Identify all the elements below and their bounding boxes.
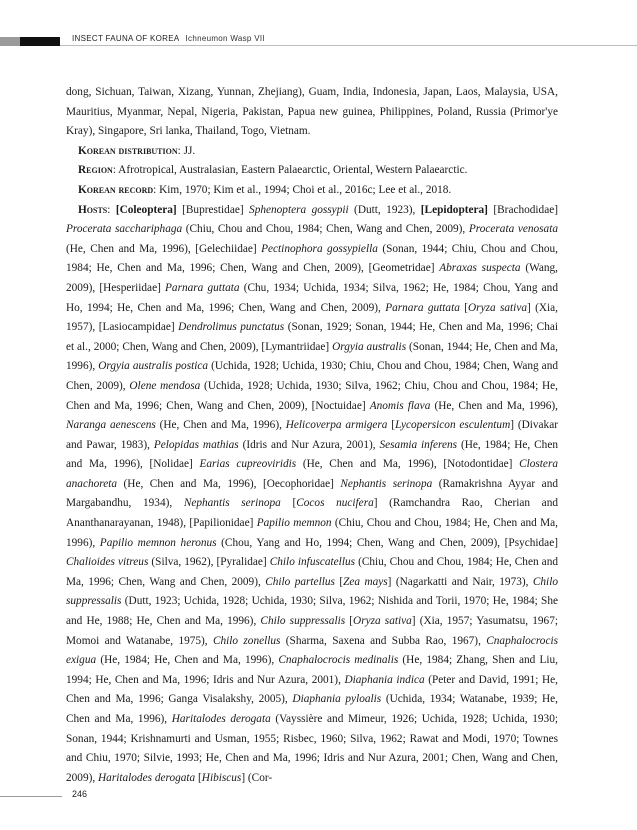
host-text-segment: (He, Chen and Ma, 1996),	[155, 419, 286, 432]
taxon-name: Cnaphalocrocis medinalis	[278, 654, 399, 667]
taxon-name: Papilio memnon	[256, 517, 332, 530]
taxon-name: Haritalodes derogata	[98, 771, 196, 784]
host-text-segment: (He, Chen and Ma, 1996),	[430, 399, 558, 412]
taxon-name: Hibiscus	[201, 771, 242, 784]
page-number: 246	[72, 789, 88, 799]
host-text-segment: [	[345, 615, 354, 628]
series-title: INSECT FAUNA OF KOREA	[72, 34, 180, 43]
taxon-name: Papilio memnon heronus	[99, 536, 217, 549]
taxon-name: Helicoverpa armigera	[285, 419, 388, 432]
host-text-segment: (Chiu, Chou and Chou, 1984; Chen, Wang and Chen, 2009),	[182, 223, 469, 236]
hosts-label: Hosts	[78, 203, 108, 216]
korean-distribution-label: Korean distribution	[78, 144, 178, 157]
taxon-name: Procerata sacchariphaga	[66, 223, 183, 236]
taxon-name: Chilo partellus	[265, 575, 335, 588]
host-text-segment: (Dutt, 1923; Uchida, 1928; Uchida, 1930; Silva, 1962; Nishida and Torii, 1970; He, 1984; She and He, 1988; He, Chen and Ma, 1996),	[66, 595, 558, 628]
host-text-segment: (Chiu, Chou and Chou, 1984; He, Chen and Ma, 1996; Chen, Wang and Chen, 2009),	[66, 556, 558, 588]
host-text-segment: (He, 1984; He, Chen and Ma, 1996),	[96, 654, 279, 667]
host-text-segment: (Vayssière and Mimeur, 1926; Uchida, 1928; Uchida, 1930; Sonan, 1944; Krishnamurti and Usman, 1955; Risbec, 1960; Silva, 1962; Rawat and Modi, 1970; Townes and Chiu, 1970; Silvie, 1993; He, Chen and Ma, 1996; Idris and Nur Azura, 2001; Chen, Wang and Chen, 2009),	[66, 713, 558, 784]
korean-record-text: : Kim, 1970; Kim et al., 1994; Choi et al., 2016c; Lee et al., 2018.	[153, 183, 452, 196]
region-paragraph	[66, 161, 558, 181]
host-text-segment: [Buprestidae]	[176, 203, 250, 216]
host-text-segment: [Brachodidae]	[487, 203, 558, 216]
host-text-segment: (He, Chen and Ma, 1996), [Notodontidae]	[296, 458, 520, 471]
footer-rule	[0, 796, 62, 797]
host-text-segment: (Dutt, 1923),	[348, 203, 421, 216]
taxon-name: Sphenoptera gossypii	[249, 203, 349, 216]
header-bar-grey	[0, 37, 20, 46]
host-text-segment: ] (Divakar and Pawar, 1983),	[66, 419, 558, 451]
host-text-segment: (He, 1984; He, Chen and Ma, 1996), [Nolidae]	[66, 438, 558, 471]
taxon-name: Cnaphalocrocis exigua	[66, 634, 558, 667]
taxon-name: Nephantis serinopa	[340, 477, 433, 490]
host-text-segment: (Sonan, 1944; Chiu, Chou and Chou, 1984; He, Chen and Ma, 1996; Chen, Wang and Chen, 2009), [Geometridae]	[66, 242, 559, 275]
host-text-segment: (Uchida, 1934; Watanabe, 1939; He, Chen and Ma, 1996),	[66, 693, 558, 725]
host-text-segment: ] (Nagarkatti and Nair, 1973),	[387, 575, 533, 588]
taxon-name: Clostera anachoreta	[66, 458, 558, 490]
hosts-text	[66, 204, 558, 784]
korean-distribution-text: : JJ.	[177, 144, 196, 157]
korean-record-paragraph	[66, 181, 558, 201]
taxon-name: Dendrolimus punctatus	[178, 321, 285, 334]
taxon-name: Zea mays	[343, 575, 388, 588]
taxon-name: Earias cupreoviridis	[199, 458, 297, 471]
taxon-name: Haritalodes derogata	[171, 713, 271, 725]
host-text-segment: [	[280, 497, 297, 510]
host-text-segment: (Peter and David, 1991; He, Chen and Ma, 1996; Ganga Visalakshy, 2005),	[66, 673, 558, 706]
korean-record-label: Korean record	[78, 183, 154, 196]
host-order-label: [Coleoptera]	[115, 203, 177, 216]
taxon-name: Parnara guttata	[165, 281, 240, 294]
taxon-name: Diaphania pyloalis	[292, 693, 382, 706]
taxon-name: Chilo infuscatellus	[269, 556, 356, 569]
taxon-name: Procerata venosata	[468, 223, 558, 236]
taxon-name: Oryza sativa	[468, 301, 527, 314]
host-text-segment: ] (Xia, 1957), [Lasiocampidae]	[66, 301, 559, 334]
header-bar-black	[20, 37, 60, 46]
host-text-segment: (Chiu, Chou and Chou, 1984; He, Chen and Ma, 1996),	[66, 517, 558, 549]
page-body	[66, 83, 558, 788]
host-text-segment: (He, Chen and Ma, 1996), [Gelechiidae]	[66, 242, 262, 255]
taxon-name: Anomis flava	[369, 399, 431, 412]
taxon-name: Diaphania indica	[344, 673, 425, 686]
hosts-paragraph	[66, 201, 558, 789]
host-text-segment: (Chu, 1934; Uchida, 1934; Silva, 1962; He, 1984; Chou, Yang and Ho, 1994; He, Chen and Ma, 1996; Chen, Wang and Chen, 2009),	[66, 281, 558, 314]
region-label: Region	[78, 164, 113, 177]
host-text-segment: ] (Ramchandra Rao, Cherian and Ananthanarayanan, 1948), [Papilionidae]	[66, 497, 558, 530]
taxon-name: Parnara guttata	[385, 301, 460, 314]
host-text-segment: (Sharma, Saxena and Subba Rao, 1967),	[280, 634, 487, 647]
taxon-name: Orgyia australis postica	[98, 360, 209, 373]
taxon-name: Chilo suppressalis	[260, 615, 346, 628]
host-text-segment: :	[107, 203, 116, 216]
host-text-segment: (Idris and Nur Azura, 2001),	[238, 438, 380, 451]
taxon-name: Pelopidas mathias	[153, 438, 239, 451]
taxon-name: Abraxas suspecta	[439, 262, 521, 275]
host-text-segment: (Ramakrishna Ayyar and Margabandhu, 1934),	[66, 477, 558, 510]
taxon-name: Chilo zonellus	[212, 634, 281, 647]
taxon-name: Chilo suppressalis	[66, 575, 558, 608]
taxon-name: Nephantis serinopa	[183, 497, 281, 510]
taxon-name: Cocos nucifera	[296, 497, 374, 510]
host-text-segment: (Silva, 1962), [Pyralidae]	[148, 556, 270, 569]
korean-distribution-paragraph	[66, 142, 558, 162]
host-text-segment: (Wang, 2009), [Hesperiidae]	[66, 262, 558, 294]
distribution-continuation: dong, Sichuan, Taiwan, Xizang, Yunnan, Zhejiang), Guam, India, Indonesia, Japan, Laos, Malaysia, USA, Mauritius, Myanmar, Nepal, Nigeria, Pakistan, Papua new guinea, Philippines, Poland, Russia (Primor'ye Kray), Singapore, Sri lanka, Thailand, Togo, Vietnam.	[66, 86, 558, 138]
taxon-name: Olene mendosa	[129, 379, 201, 392]
taxon-name: Chalioides vitreus	[66, 556, 149, 569]
host-text-segment: (Uchida, 1928; Uchida, 1930; Silva, 1962; Chiu, Chou and Chou, 1984; He, Chen and Ma, 1996; Chen, Wang and Chen, 2009), [Noctuidae]	[66, 379, 558, 412]
host-text-segment: (Uchida, 1928; Uchida, 1930; Chiu, Chou and Chou, 1984; Chen, Wang and Chen, 2009),	[66, 360, 558, 392]
host-text-segment: (He, Chen and Ma, 1996), [Oecophoridae]	[117, 477, 341, 490]
host-order-label: [Lepidoptera]	[420, 203, 488, 216]
taxon-name: Oryza sativa	[353, 615, 412, 628]
taxon-name: Sesamia inferens	[379, 438, 458, 451]
volume-title: Ichneumon Wasp VII	[185, 34, 265, 43]
host-text-segment: (He, 1984; Zhang, Shen and Liu, 1994; He, Chen and Ma, 1996; Idris and Nur Azura, 2001),	[66, 654, 558, 686]
host-text-segment: [	[459, 301, 469, 314]
taxon-name: Lycopersicon esculentum	[395, 419, 511, 432]
host-text-segment: (Chou, Yang and Ho, 1994; Chen, Wang and Chen, 2009), [Psychidae]	[216, 536, 558, 549]
running-header	[72, 34, 265, 43]
host-text-segment: [	[334, 575, 344, 588]
host-text-segment: (Sonan, 1944; He, Chen and Ma, 1996),	[66, 340, 558, 373]
host-text-segment: ] (Xia, 1957; Yasumatsu, 1967; Momoi and Watanabe, 1975),	[66, 615, 558, 647]
taxon-name: Pectinophora gossypiella	[261, 242, 378, 255]
host-text-segment: (Sonan, 1929; Sonan, 1944; He, Chen and Ma, 1996; Chai et al., 2000; Chen, Wang and Chen, 2009), [Lymantriidae]	[66, 321, 558, 353]
header-rule	[60, 45, 637, 46]
host-text-segment: [	[195, 771, 202, 784]
host-text-segment: ] (Cor-	[241, 771, 273, 784]
taxon-name: Naranga aenescens	[66, 419, 156, 432]
taxon-name: Orgyia australis	[332, 340, 407, 353]
host-text-segment: [	[387, 419, 396, 432]
region-text: : Afrotropical, Australasian, Eastern Palaearctic, Oriental, Western Palaearctic.	[112, 164, 468, 177]
